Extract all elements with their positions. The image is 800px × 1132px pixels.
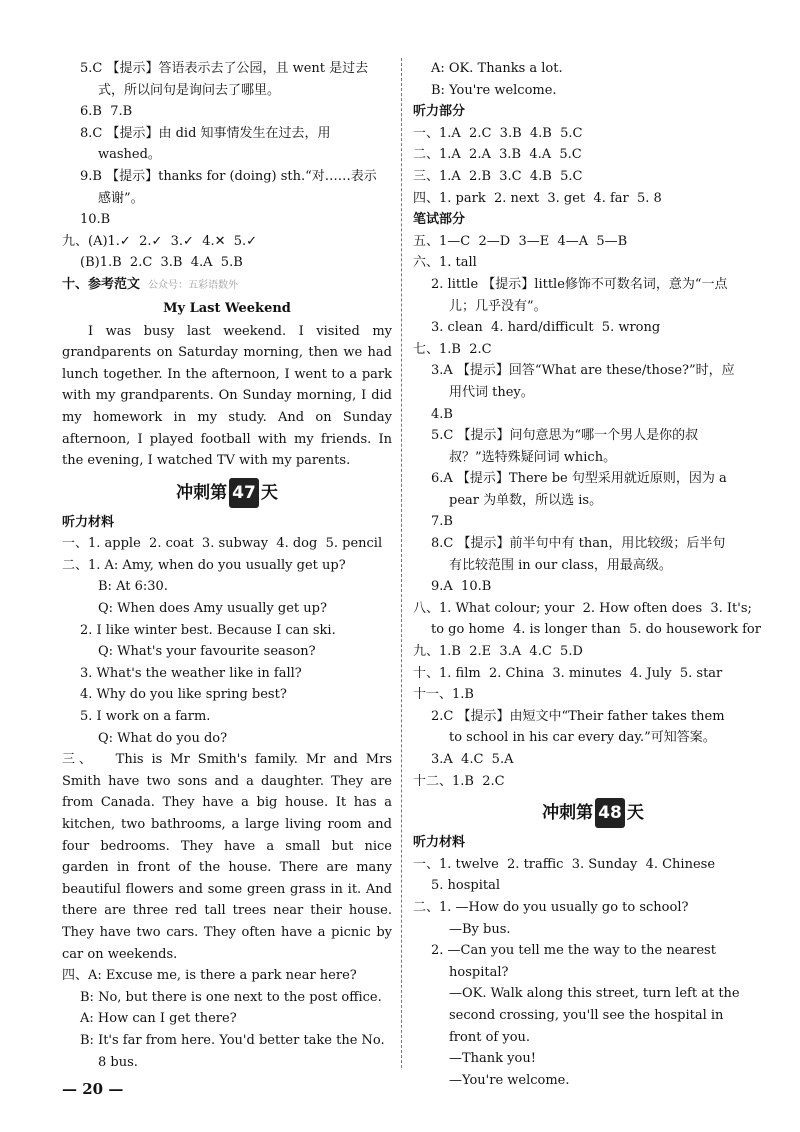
answer-line: —OK. Walk along this street, turn left at the [449, 986, 740, 1002]
answer-line: B: You're welcome. [431, 82, 557, 98]
answer-line: 2. I like winter best. Because I can ski. [80, 622, 336, 638]
answer-line: 6.A 【提示】There be 句型采用就近原则，因为 a [431, 471, 727, 487]
answer-line: 有比较范围 in our class，用最高级。 [449, 557, 672, 573]
answer-line: B: It's far from here. You'd better take the No. [80, 1032, 385, 1048]
answer-line: 一、1. twelve 2. traffic 3. Sunday 4. Chinese [413, 856, 716, 872]
right-column [413, 58, 773, 1091]
answer-line: —Thank you! [449, 1051, 536, 1067]
answer-line: A: How can I get there? [80, 1011, 237, 1027]
answer-line: 十二、1.B 2.C [413, 773, 505, 789]
answer-line: 五、1—C 2—D 3—E 4—A 5—B [413, 233, 628, 249]
answer-line: washed。 [98, 147, 161, 163]
answer-line: 四、1. park 2. next 3. get 4. far 5. 8 [413, 190, 662, 206]
essay-text: I was busy last weekend. I visited my grandparents on Saturday morning, then we had lunch together. In the afternoon, I went to a park with my grandparents. On Sunday morning, I did my homework in my study. And on Sunday afternoon, I played football with my friends. In the evening, I watched TV with my parents. [62, 323, 392, 469]
answer-line: front of you. [449, 1029, 531, 1045]
answer-line: 三、1.A 2.B 3.C 4.B 5.C [413, 168, 583, 184]
answer-line: Q: What's your favourite season? [98, 644, 316, 660]
answer-line: 10.B [80, 212, 111, 228]
answer-line: to go home 4. is longer than 5. do housework for [431, 622, 761, 638]
answer-line: Q: When does Amy usually get up? [98, 601, 327, 617]
essay-heading: 十、参考范文 公众号：五彩语数外 [62, 276, 239, 292]
answer-line: 4.B [431, 406, 453, 422]
answer-line: 儿；几乎没有”。 [449, 298, 547, 314]
answer-line: 3. What's the weather like in fall? [80, 665, 302, 681]
day-number-badge: 47 [229, 478, 259, 508]
answer-line: 一、1. apple 2. coat 3. subway 4. dog 5. pencil [62, 536, 383, 552]
answer-line: hospital? [449, 964, 509, 980]
answer-line: 感谢”。 [98, 190, 144, 206]
answer-line: 4. Why do you like spring best? [80, 687, 287, 703]
essay-title: My Last Weekend [163, 300, 291, 316]
answer-line: 5.C 【提示】问句意思为“哪一个男人是你的叔 [431, 428, 699, 444]
answer-line: 7.B [431, 514, 453, 530]
watermark: 公众号：五彩语数外 [148, 279, 239, 291]
answer-line: 2. —Can you tell me the way to the nearest [431, 943, 716, 959]
answer-line: 一、1.A 2.C 3.B 4.B 5.C [413, 125, 583, 141]
answer-line: 二、1.A 2.A 3.B 4.A 5.C [413, 147, 582, 163]
column-divider [401, 58, 402, 1068]
section-heading: 听力材料 [62, 514, 115, 530]
answer-line: 叔？”选特殊疑问词 which。 [449, 449, 617, 465]
day-number-badge: 48 [595, 798, 625, 828]
answer-line: 2. little 【提示】little修饰不可数名词，意为“一点 [431, 276, 728, 292]
answer-line: 用代词 they。 [449, 384, 534, 400]
answer-line: —By bus. [449, 921, 511, 937]
section-heading: 听力部分 [413, 104, 466, 120]
answer-line: 二、1. —How do you usually go to school? [413, 899, 689, 915]
answer-line: 3. clean 4. hard/difficult 5. wrong [431, 320, 661, 336]
section-heading: 听力材料 [413, 835, 466, 851]
answer-line: 6.B 7.B [80, 104, 133, 120]
answer-line: —You're welcome. [449, 1072, 570, 1088]
answer-line: 8 bus. [98, 1054, 138, 1070]
answer-line: 9.A 10.B [431, 579, 492, 595]
answer-line: to school in his car every day.”可知答案。 [449, 730, 716, 746]
answer-line: 8.C 【提示】前半句中有 than，用比较级；后半句 [431, 536, 726, 552]
page-number: — 20 — [62, 1080, 124, 1098]
answer-line: 四、A: Excuse me, is there a park near here? [62, 968, 357, 984]
answer-line: 九、(A)1.✓ 2.✓ 3.✓ 4.✕ 5.✓ [62, 233, 258, 249]
answer-line: 2.C 【提示】由短文中“Their father takes them [431, 708, 725, 724]
answer-line: 9.B 【提示】thanks for (doing) sth.“对……表示 [80, 168, 377, 184]
answer-line: 八、1. What colour; your 2. How often does 3. It's; [413, 600, 752, 616]
answer-line: B: At 6:30. [98, 579, 168, 595]
day-48-heading: 冲刺第 48 天 [413, 798, 773, 828]
answer-line: (B)1.B 2.C 3.B 4.A 5.B [80, 255, 243, 271]
answer-line: second crossing, you'll see the hospital in [449, 1007, 724, 1023]
answer-line: 8.C 【提示】由 did 知事情发生在过去，用 [80, 125, 331, 141]
answer-line: 式，所以问句是询问去了哪里。 [98, 82, 281, 98]
passage: 三、 This is Mr Smith's family. Mr and Mrs Smith have two sons and a daughter. They are from Canada. They have a big house. It has a kitchen, two bathrooms, a large living room and four bedrooms. They have a small but nice garden in front of the house. There are many beautiful flowers and some green grass in it. And there are three red tall trees near their house. They have two cars. They often have a picnic by car on weekends. [62, 752, 392, 962]
answer-line: 5. hospital [431, 878, 501, 894]
answer-line: B: No, but there is one next to the post office. [80, 989, 382, 1005]
answer-line: 六、1. tall [413, 255, 477, 271]
section-heading: 笔试部分 [413, 212, 466, 228]
answer-line: A: OK. Thanks a lot. [431, 61, 563, 76]
answer-line: 3.A 【提示】回答“What are these/those?”时，应 [431, 363, 735, 379]
answer-line: 5.C 【提示】答语表示去了公园，且 went 是过去 [80, 61, 369, 76]
answer-line: 3.A 4.C 5.A [431, 752, 514, 767]
answer-line: 5. I work on a farm. [80, 709, 211, 725]
answer-line: 二、1. A: Amy, when do you usually get up? [62, 557, 346, 573]
left-column [62, 58, 392, 1073]
answer-line: 九、1.B 2.E 3.A 4.C 5.D [413, 644, 583, 660]
answer-line: Q: What do you do? [98, 730, 228, 746]
day-47-heading: 冲刺第 47 天 [62, 478, 392, 508]
answer-line: pear 为单数，所以选 is。 [449, 492, 603, 508]
answer-line: 十、1. film 2. China 3. minutes 4. July 5. star [413, 665, 723, 681]
answer-line: 十一、1.B [413, 687, 474, 703]
answer-line: 七、1.B 2.C [413, 341, 492, 357]
